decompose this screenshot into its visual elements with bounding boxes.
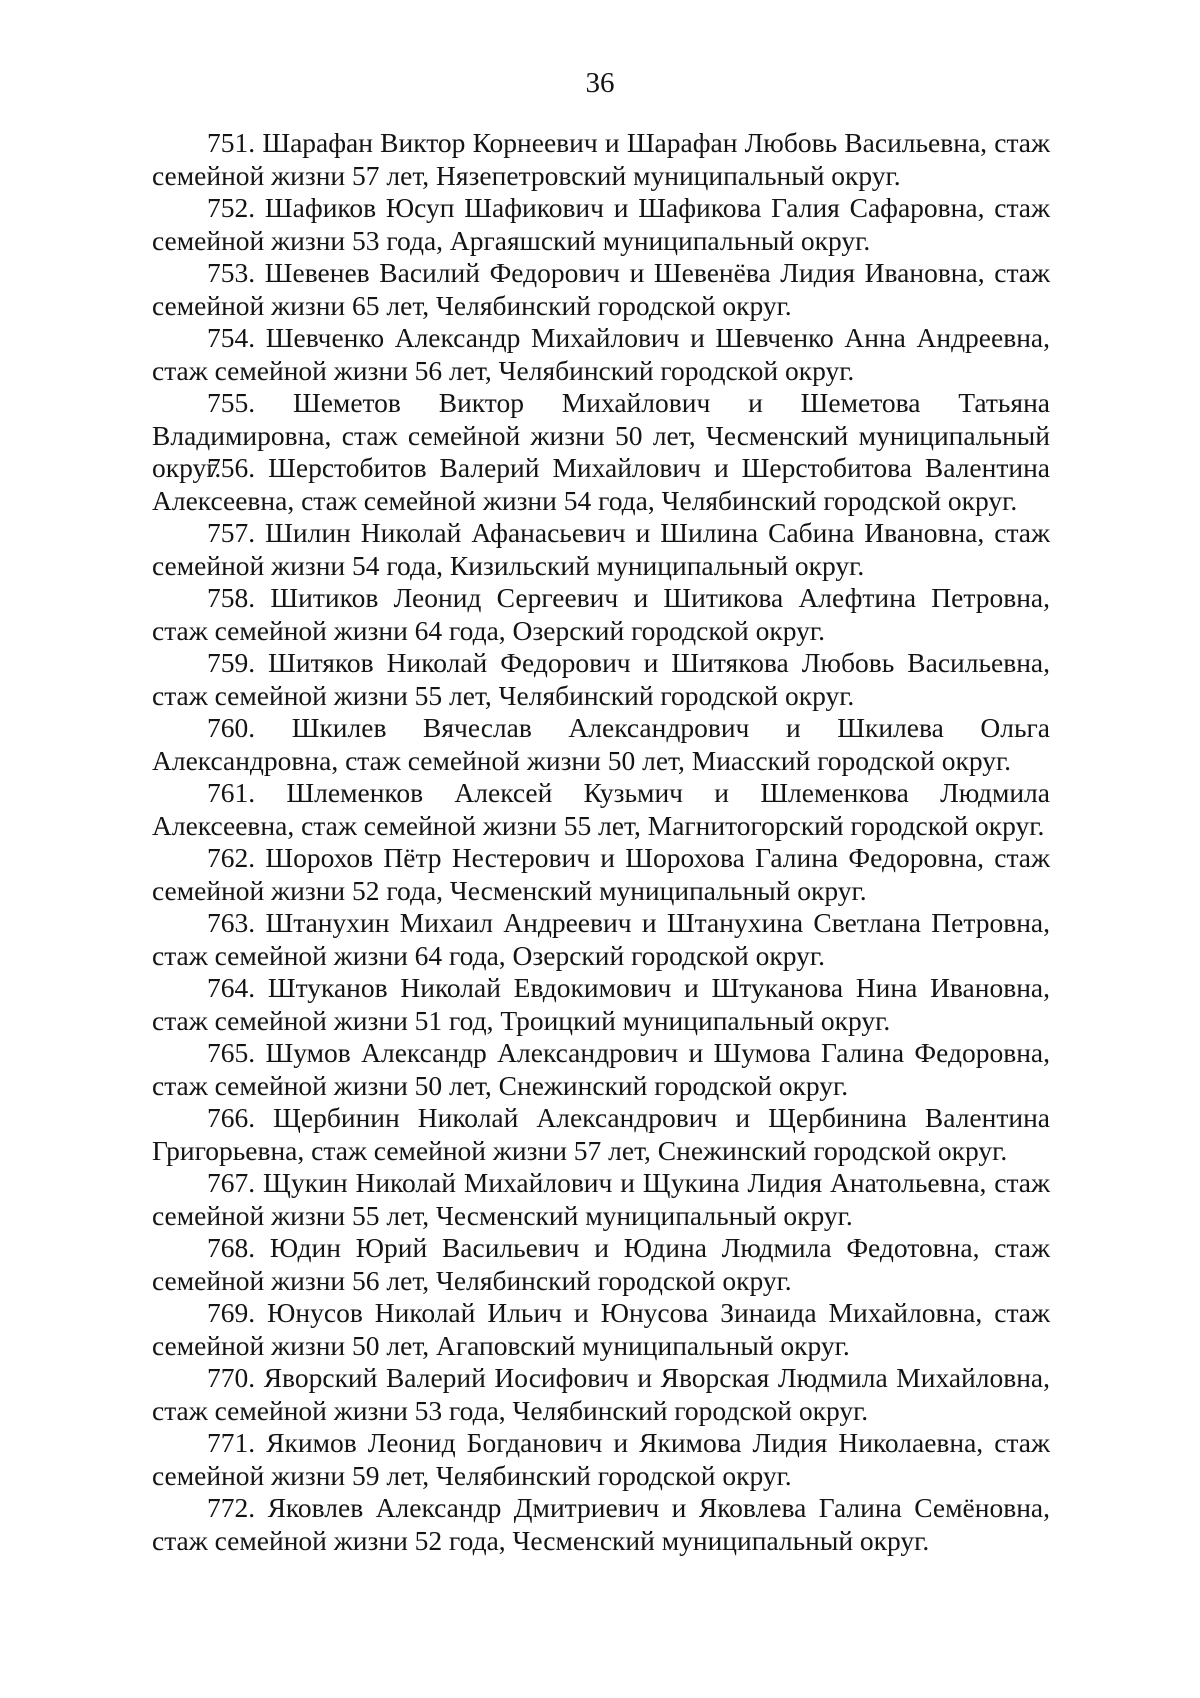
- list-item: [152, 1167, 1050, 1232]
- list-item: [152, 127, 1050, 192]
- entry-text: Яковлев Александр Дмитриевич и Яковлева Галина Семёновна, стаж семейной жизни 52 года, Чесменский муниципальный округ.: [152, 1492, 1050, 1556]
- entry-text: Шитяков Николай Федорович и Шитякова Любовь Васильевна, стаж семейной жизни 55 лет, Челябинский городской округ.: [152, 647, 1050, 711]
- list-item: [152, 777, 1050, 842]
- entry-number: 761.: [207, 777, 256, 808]
- entry-number: 763.: [207, 907, 256, 938]
- list-item: [152, 1102, 1050, 1167]
- entry-number: 753.: [207, 257, 256, 288]
- list-item: [152, 1492, 1050, 1557]
- list-item: [152, 1232, 1050, 1297]
- entry-text: Юдин Юрий Васильевич и Юдина Людмила Федотовна, стаж семейной жизни 56 лет, Челябинский городской округ.: [152, 1232, 1051, 1296]
- list-item: [152, 972, 1050, 1037]
- entry-text: Шкилев Вячеслав Александрович и Шкилева Ольга Александровна, стаж семейной жизни 50 лет, Миасский городской округ.: [152, 712, 1050, 776]
- entry-text: Шилин Николай Афанасьевич и Шилина Сабина Ивановна, стаж семейной жизни 54 года, Кизильский муниципальный округ.: [152, 517, 1051, 581]
- entry-number: 756.: [207, 452, 256, 483]
- entry-number: 758.: [207, 582, 256, 613]
- entry-text: Шерстобитов Валерий Михайлович и Шерстобитова Валентина Алексеевна, стаж семейной жизни 54 года, Челябинский городской округ.: [152, 452, 1051, 516]
- list-item: [152, 1427, 1050, 1492]
- entry-number: 764.: [207, 972, 256, 1003]
- list-item: [152, 647, 1050, 712]
- entry-number: 767.: [207, 1167, 256, 1198]
- entry-number: 772.: [207, 1492, 256, 1523]
- entry-text: Шитиков Леонид Сергеевич и Шитикова Алефтина Петровна, стаж семейной жизни 64 года, Озерский городской округ.: [152, 582, 1051, 646]
- entry-number: 768.: [207, 1232, 256, 1263]
- list-item: [152, 907, 1050, 972]
- entry-text: Штанухин Михаил Андреевич и Штанухина Светлана Петровна, стаж семейной жизни 64 года, Озерский городской округ.: [152, 907, 1051, 971]
- list-item: [152, 517, 1050, 582]
- entry-text: Штуканов Николай Евдокимович и Штуканова Нина Ивановна, стаж семейной жизни 51 год, Троицкий муниципальный округ.: [152, 972, 1051, 1036]
- list-item: [152, 452, 1050, 517]
- entry-number: 759.: [207, 647, 256, 678]
- entry-number: 771.: [207, 1427, 256, 1458]
- entry-number: 765.: [207, 1037, 256, 1068]
- entry-text: Шумов Александр Александрович и Шумова Галина Федоровна, стаж семейной жизни 50 лет, Снежинский городской округ.: [152, 1037, 1051, 1101]
- list-item: [152, 257, 1050, 322]
- entry-number: 754.: [207, 322, 256, 353]
- entry-text: Якимов Леонид Богданович и Якимова Лидия Николаевна, стаж семейной жизни 59 лет, Челябинский городской округ.: [152, 1427, 1050, 1491]
- entry-text: Шафиков Юсуп Шафикович и Шафикова Галия Сафаровна, стаж семейной жизни 53 года, Аргаяшский муниципальный округ.: [152, 192, 1051, 256]
- list-item: [152, 582, 1050, 647]
- entry-number: 762.: [207, 842, 256, 873]
- entry-number: 760.: [207, 712, 256, 743]
- entry-number: 769.: [207, 1297, 256, 1328]
- entry-number: 755.: [207, 387, 256, 418]
- list-item: [152, 842, 1050, 907]
- list-item: [152, 322, 1050, 387]
- list-item: [152, 192, 1050, 257]
- entry-number: 752.: [207, 192, 256, 223]
- entry-number: 751.: [207, 127, 256, 158]
- entry-text: Шевченко Александр Михайлович и Шевченко Анна Андреевна, стаж семейной жизни 56 лет, Челябинский городской округ.: [152, 322, 1051, 386]
- entry-text: Шорохов Пётр Нестерович и Шорохова Галина Федоровна, стаж семейной жизни 52 года, Чесменский муниципальный округ.: [152, 842, 1051, 906]
- entry-text: Шарафан Виктор Корнеевич и Шарафан Любовь Васильевна, стаж семейной жизни 57 лет, Нязепетровский муниципальный округ.: [152, 127, 1050, 191]
- entry-number: 757.: [207, 517, 256, 548]
- entry-text: Шлеменков Алексей Кузьмич и Шлеменкова Людмила Алексеевна, стаж семейной жизни 55 лет, Магнитогорский городской округ.: [152, 777, 1050, 841]
- list-item: [152, 1297, 1050, 1362]
- list-item: [152, 1362, 1050, 1427]
- list-item: [152, 712, 1050, 777]
- entry-number: 766.: [207, 1102, 256, 1133]
- entry-text: Шевенев Василий Федорович и Шевенёва Лидия Ивановна, стаж семейной жизни 65 лет, Челябинский городской округ.: [152, 257, 1051, 321]
- entry-list: [152, 127, 1050, 1557]
- entry-number: 770.: [207, 1362, 256, 1393]
- entry-text: Юнусов Николай Ильич и Юнусова Зинаида Михайловна, стаж семейной жизни 50 лет, Агаповский муниципальный округ.: [152, 1297, 1051, 1361]
- entry-text: Шеметов Виктор Михайлович и Шеметова Татьяна Владимировна, стаж семейной жизни 50 лет, Чесменский муниципальный округ.: [152, 387, 1051, 483]
- list-item: [152, 1037, 1050, 1102]
- page-number: 36: [585, 67, 615, 99]
- entry-text: Яворский Валерий Иосифович и Яворская Людмила Михайловна, стаж семейной жизни 53 года, Челябинский городской округ.: [152, 1362, 1051, 1426]
- entry-text: Щербинин Николай Александрович и Щербинина Валентина Григорьевна, стаж семейной жизни 57 лет, Снежинский городской округ.: [152, 1102, 1051, 1166]
- entry-text: Щукин Николай Михайлович и Щукина Лидия Анатольевна, стаж семейной жизни 55 лет, Чесменский муниципальный округ.: [152, 1167, 1050, 1231]
